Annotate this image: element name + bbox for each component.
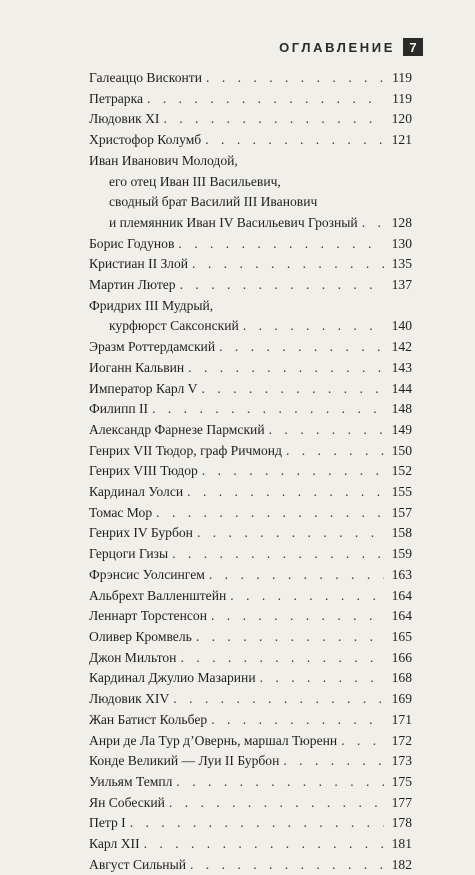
toc-page-number: 166: [391, 649, 412, 665]
toc-entry-title: Генрих VIII Тюдор: [89, 463, 198, 479]
leader-dots: [190, 855, 384, 875]
toc-page-number: 119: [392, 70, 412, 85]
toc-entry[interactable]: [89, 130, 412, 151]
leader-dots: [192, 254, 384, 275]
toc-entry-title: Альбрехт Валленштейн: [89, 587, 227, 603]
toc-entry-title: Император Карл V: [89, 380, 198, 396]
toc-entry[interactable]: [89, 668, 412, 689]
toc-page-number: 137: [391, 277, 412, 293]
leader-dots: [230, 586, 384, 607]
toc-entry-line: [89, 441, 412, 462]
toc-entry-title: Жан Батист Кольбер: [89, 711, 208, 727]
leader-dots: [362, 213, 384, 234]
toc-page-number: 175: [391, 773, 412, 789]
leader-dots: [209, 565, 384, 586]
leader-dots: [172, 544, 384, 565]
page-title: ОГЛАВЛЕНИЕ: [279, 39, 395, 55]
leader-dots: [243, 316, 384, 337]
toc-entry-title: Кристиан II Злой: [89, 256, 189, 272]
leader-dots: [152, 399, 384, 420]
toc-entry-title: Ян Собеский: [89, 794, 165, 810]
toc-page-number: 178: [391, 815, 412, 831]
toc-entry-line: [89, 503, 412, 524]
toc-entry-line: [89, 689, 412, 710]
toc-entry-line: [89, 420, 412, 441]
leader-dots: [176, 772, 384, 793]
leader-dots: [205, 130, 384, 151]
toc-page-number: 168: [391, 670, 412, 686]
leader-dots: [180, 275, 384, 296]
toc-entry-title: Кардинал Джулио Мазарини: [89, 670, 256, 686]
leader-dots: [197, 523, 384, 544]
toc-entry[interactable]: [89, 399, 412, 420]
toc-entry[interactable]: [89, 731, 412, 752]
toc-page-number: 121: [391, 132, 412, 148]
toc-entry-line: [89, 399, 412, 420]
toc-page-number: 155: [391, 484, 412, 500]
leader-dots: [178, 234, 384, 255]
toc-entry-title: Людовик XIV: [89, 691, 170, 707]
leader-dots: [169, 793, 384, 814]
toc-entry-title: курфюрст Саксонский: [109, 318, 239, 334]
toc-entry-title: Людовик XI: [89, 111, 160, 127]
toc-entry-line: [89, 668, 412, 689]
toc-entry-title: Иоганн Кальвин: [89, 359, 185, 375]
toc-entry-title: Кардинал Уолси: [89, 484, 184, 500]
toc-entry[interactable]: [89, 420, 412, 441]
toc-entry-line: [89, 731, 412, 752]
toc-page-number: 159: [391, 546, 412, 562]
toc-entry-line: [89, 68, 412, 89]
toc-entry[interactable]: [89, 109, 412, 130]
toc-entry-line: [89, 751, 412, 772]
leader-dots: [202, 461, 384, 482]
toc-entry[interactable]: [89, 627, 412, 648]
toc-entry[interactable]: [89, 648, 412, 669]
toc-entry[interactable]: [89, 544, 412, 565]
toc-entry-line: [89, 586, 412, 607]
toc-entry-title: Август Сильный: [89, 856, 186, 872]
leader-dots: [173, 689, 384, 710]
toc-entry[interactable]: [89, 565, 412, 586]
leader-dots: [163, 109, 384, 130]
toc-entry[interactable]: [89, 296, 412, 337]
toc-entry-line: [89, 192, 412, 213]
toc-entry-line: [89, 855, 412, 875]
leader-dots: [147, 89, 384, 110]
leader-dots: [144, 834, 384, 855]
toc-page-number: 152: [391, 463, 412, 479]
toc-entry-title: Герцоги Гизы: [89, 546, 169, 562]
leader-dots: [196, 627, 384, 648]
toc-entry-line: [89, 296, 412, 317]
toc-entry[interactable]: [89, 834, 412, 855]
toc-entry[interactable]: [89, 606, 412, 627]
toc-entry[interactable]: [89, 337, 412, 358]
toc-page-number: 119: [392, 90, 412, 106]
page-number-badge: 7: [403, 38, 423, 56]
toc-entry-title: его отец Иван III Васильевич,: [109, 173, 281, 189]
leader-dots: [180, 648, 384, 669]
leader-dots: [269, 420, 384, 441]
toc-page-number: 128: [391, 214, 412, 230]
leader-dots: [156, 503, 384, 524]
toc-page-number: 157: [391, 504, 412, 520]
toc-entry-line: [89, 834, 412, 855]
leader-dots: [211, 710, 384, 731]
toc-entry-title: Томас Мор: [89, 504, 153, 520]
toc-entry-line: [89, 565, 412, 586]
toc-page-number: 181: [391, 836, 412, 852]
toc-page-number: 164: [391, 608, 412, 624]
toc-entry[interactable]: [89, 151, 412, 234]
toc-page-number: 164: [391, 587, 412, 603]
toc-entry[interactable]: [89, 379, 412, 400]
toc-entry[interactable]: [89, 813, 412, 834]
toc-entry-title: Генрих VII Тюдор, граф Ричмонд: [89, 442, 282, 458]
toc-entry-line: [89, 648, 412, 669]
toc-entry-line: [89, 109, 412, 130]
toc-entry[interactable]: [89, 793, 412, 814]
toc-entry-line: [89, 523, 412, 544]
toc-entry-line: [89, 337, 412, 358]
toc-entry-title: Фрэнсис Уолсингем: [89, 566, 205, 582]
toc-entry[interactable]: [89, 586, 412, 607]
toc-entry[interactable]: [89, 254, 412, 275]
toc-entry-title: Александр Фарнезе Пармский: [89, 421, 265, 437]
toc-entry-title: Петр I: [89, 815, 126, 831]
toc-page-number: 182: [391, 856, 412, 872]
toc-page-number: 158: [391, 525, 412, 541]
toc-entry-title: Петрарка: [89, 90, 144, 106]
leader-dots: [130, 813, 384, 834]
toc-page-number: 135: [391, 256, 412, 272]
leader-dots: [341, 731, 384, 752]
toc-entry-line: [89, 544, 412, 565]
leader-dots: [219, 337, 384, 358]
page-header: [279, 38, 423, 56]
toc-entry-title: Анри де Ла Тур д’Овернь, маршал Тюренн: [89, 732, 338, 748]
toc-entry-title: Фридрих III Мудрый,: [89, 297, 214, 313]
toc-entry[interactable]: [89, 358, 412, 379]
leader-dots: [211, 606, 384, 627]
toc-entry-title: Уильям Темпл: [89, 773, 173, 789]
toc-entry-title: Борис Годунов: [89, 235, 175, 251]
toc-entry-line: [89, 316, 412, 337]
toc-page-number: 143: [391, 359, 412, 375]
toc-page-number: 150: [391, 442, 412, 458]
toc-entry-line: [89, 461, 412, 482]
toc-entry-title: Джон Мильтон: [89, 649, 177, 665]
toc-entry-line: [89, 275, 412, 296]
toc-page-number: 149: [391, 421, 412, 437]
leader-dots: [260, 668, 384, 689]
toc-entry[interactable]: [89, 710, 412, 731]
toc-entry-title: Галеаццо Висконти: [89, 70, 203, 85]
toc-entry-line: [89, 358, 412, 379]
toc-entry-title: Конде Великий — Луи II Бурбон: [89, 753, 280, 769]
toc-page-number: 130: [391, 235, 412, 251]
toc-entry-title: Мартин Лютер: [89, 277, 176, 293]
toc-page-number: 171: [391, 711, 412, 727]
toc-page-number: 144: [391, 380, 412, 396]
toc-entry-title: Оливер Кромвель: [89, 628, 192, 644]
toc-entry[interactable]: [89, 689, 412, 710]
toc-entry[interactable]: [89, 772, 412, 793]
leader-dots: [188, 358, 384, 379]
toc-entry[interactable]: [89, 855, 412, 875]
toc-entry-title: Христофор Колумб: [89, 132, 202, 148]
toc-entry-line: [89, 234, 412, 255]
toc-entry-title: и племянник Иван IV Васильевич Грозный: [109, 214, 358, 230]
toc-page-number: 163: [391, 566, 412, 582]
toc-entry[interactable]: [89, 89, 412, 110]
toc-entry-line: [89, 793, 412, 814]
toc-entry-title: Филипп II: [89, 401, 149, 417]
toc-entry-line: [89, 379, 412, 400]
toc-entry[interactable]: [89, 275, 412, 296]
toc-entry-line: [89, 172, 412, 193]
toc-entry[interactable]: [89, 751, 412, 772]
toc-entry-title: Генрих IV Бурбон: [89, 525, 193, 541]
toc-entry[interactable]: [89, 68, 412, 89]
toc-entry-title: Леннарт Торстенсон: [89, 608, 207, 624]
toc-entry-title: сводный брат Василий III Иванович: [109, 194, 318, 210]
toc-entry[interactable]: [89, 441, 412, 462]
toc-page-number: 169: [391, 691, 412, 707]
toc-entry-line: [89, 772, 412, 793]
toc-entry-line: [89, 813, 412, 834]
toc-entry-title: Карл XII: [89, 836, 140, 852]
toc-entry-line: [89, 130, 412, 151]
table-of-contents: [89, 68, 412, 875]
toc-page-number: 165: [391, 628, 412, 644]
toc-entry[interactable]: [89, 234, 412, 255]
toc-page-number: 173: [391, 753, 412, 769]
toc-entry-title: Эразм Роттердамский: [89, 339, 216, 355]
leader-dots: [202, 379, 385, 400]
toc-entry-line: [89, 151, 412, 172]
toc-entry[interactable]: [89, 523, 412, 544]
toc-entry-line: [89, 627, 412, 648]
toc-page-number: 172: [391, 732, 412, 748]
toc-entry-line: [89, 606, 412, 627]
toc-entry-line: [89, 213, 412, 234]
toc-page-number: 148: [391, 401, 412, 417]
leader-dots: [187, 482, 384, 503]
toc-page-number: 120: [391, 111, 412, 127]
leader-dots: [286, 441, 384, 462]
toc-entry-line: [89, 710, 412, 731]
leader-dots: [206, 68, 384, 89]
toc-entry[interactable]: [89, 461, 412, 482]
leader-dots: [283, 751, 384, 772]
toc-page-number: 140: [391, 318, 412, 334]
toc-entry-line: [89, 482, 412, 503]
toc-entry-line: [89, 89, 412, 110]
toc-entry-title: Иван Иванович Молодой,: [89, 152, 238, 168]
toc-entry-line: [89, 254, 412, 275]
toc-page-number: 177: [391, 794, 412, 810]
toc-page-number: 142: [391, 339, 412, 355]
toc-entry[interactable]: [89, 482, 412, 503]
toc-entry[interactable]: [89, 503, 412, 524]
